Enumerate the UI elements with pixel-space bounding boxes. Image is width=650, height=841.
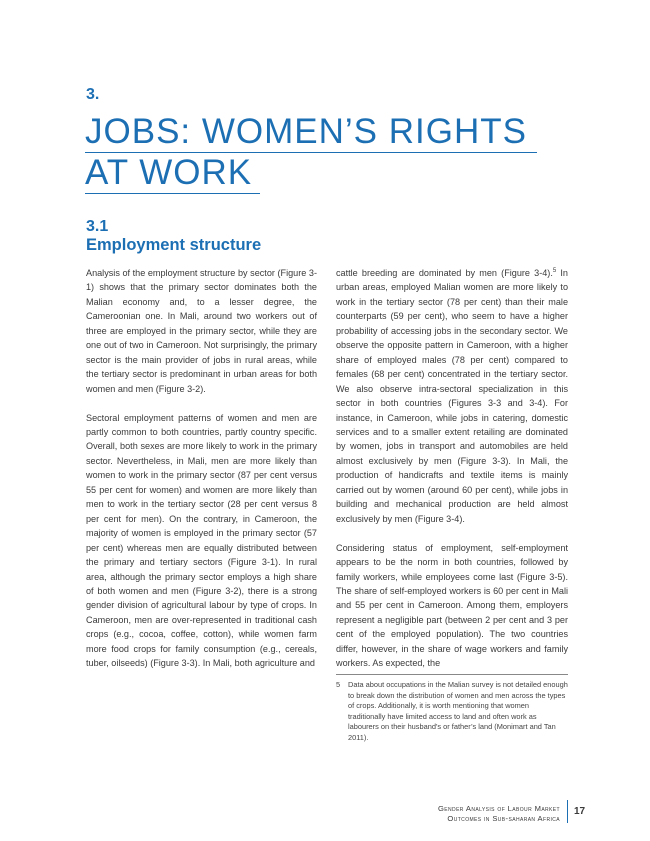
footer-divider [567,800,568,823]
paragraph-text: In urban areas, employed Malian women are more likely to work in the tertiary sector (78 per cent) than their male counterparts (59 per cent), who seem to have a higher probability of accessing jobs in the secondary sector. We observe the opposite pattern in Cameroon, with a higher share of employed males (78 per cent) compared to females (68 per cent) concentrated in the tertiary sector. We also observe intra-sectoral specialization in this sector in both countries (Figures 3-3 and 3-4). For instance, in Cameroon, while jobs in catering, domestic services and to a smaller extent retailing are dominated by women, jobs in transport and automobiles are held almost exclusively by men (Figure 3-3). In Mali, the production of handicrafts and textile items is mainly carried out by women (around 60 per cent), while jobs in building and mechanical production are held almost exclusively by men (Figure 3-4). [336,268,568,524]
chapter-title [85,112,540,194]
paragraph-text: cattle breeding are dominated by men (Figure 3-4). [336,268,553,278]
chapter-title-line-2: AT WORK [85,153,540,194]
chapter-number: 3. [86,86,100,103]
footnote-text: Data about occupations in the Malian survey is not detailed enough to break down the distribution of women and men across the types of crops. Additionally, it is worth mentioning that women traditionally have limited access to land and often work as labourers on their husband’s or father’s land (Monimart and Tan 2011). [348,680,568,742]
section-number: 3.1 [86,218,109,235]
chapter-title-line-1: JOBS: WOMEN’S RIGHTS [85,112,540,153]
running-footer-line-1: Gender Analysis of Labour Market [438,804,560,813]
paragraph: Considering status of employment, self-employment appears to be the norm in both countries, followed by family workers, while employees come last (Figure 3-5). The share of self-employed workers is 60 per cent in Mali and 55 per cent in Cameroon. Among them, employers represent a negligible part (between 2 per cent and 3 per cent of the employed population). The two countries differ, however, in the share of wage workers and family workers. As expected, the [336,542,568,669]
running-footer [438,804,560,824]
footnote-mark: 5 [336,680,341,689]
footnote [336,680,568,744]
footnote-divider [336,674,568,675]
left-text-column [86,266,317,685]
paragraph: Analysis of the employment structure by sector (Figure 3-1) shows that the primary sector dominates both the Malian economy and, to a lesser degree, the Cameroonian one. In Mali, around two workers out of three are employed in the primary sector, while they are one out of two in Cameroon. Not surprisingly, the primary sector is the main provider of jobs in rural areas, while the tertiary sector is predominant in urban areas for both women and men (Figure 3-2). [86,268,317,394]
right-text-column [336,266,568,685]
footnote-reference[interactable]: 5 [552,267,557,274]
page-number: 17 [574,806,586,817]
running-footer-line-2: Outcomes in Sub-saharan Africa [447,814,560,823]
paragraph [336,266,568,526]
section-title: Employment structure [86,236,262,254]
paragraph: Sectoral employment patterns of women and men are partly common to both countries, partly country specific. Overall, both sexes are more likely to work in the primary sector. Nevertheless, in Mali, men are more likely than women to work in the primary sector (87 per cent versus 55 per cent for women) and women are more likely than men to work in the tertiary sector (28 per cent versus 8 per cent for men). On the contrary, in Cameroon, the majority of women is employed in the primary sector (57 per cent) whereas men are equally distributed between the primary and tertiary sectors (Figure 3-1). In rural area, although the primary sector employs a high share of both women and men (Figure 3-2), there is a strong gender division of agricultural labour by type of crops. In Cameroon, men are over-represented in traditional cash crops (e.g., cocoa, coffee, cotton), while women farm more food crops for family consumption (e.g., cereals, tuber, oilseeds) (Figure 3-3). In Mali, both agriculture and [86,412,317,669]
